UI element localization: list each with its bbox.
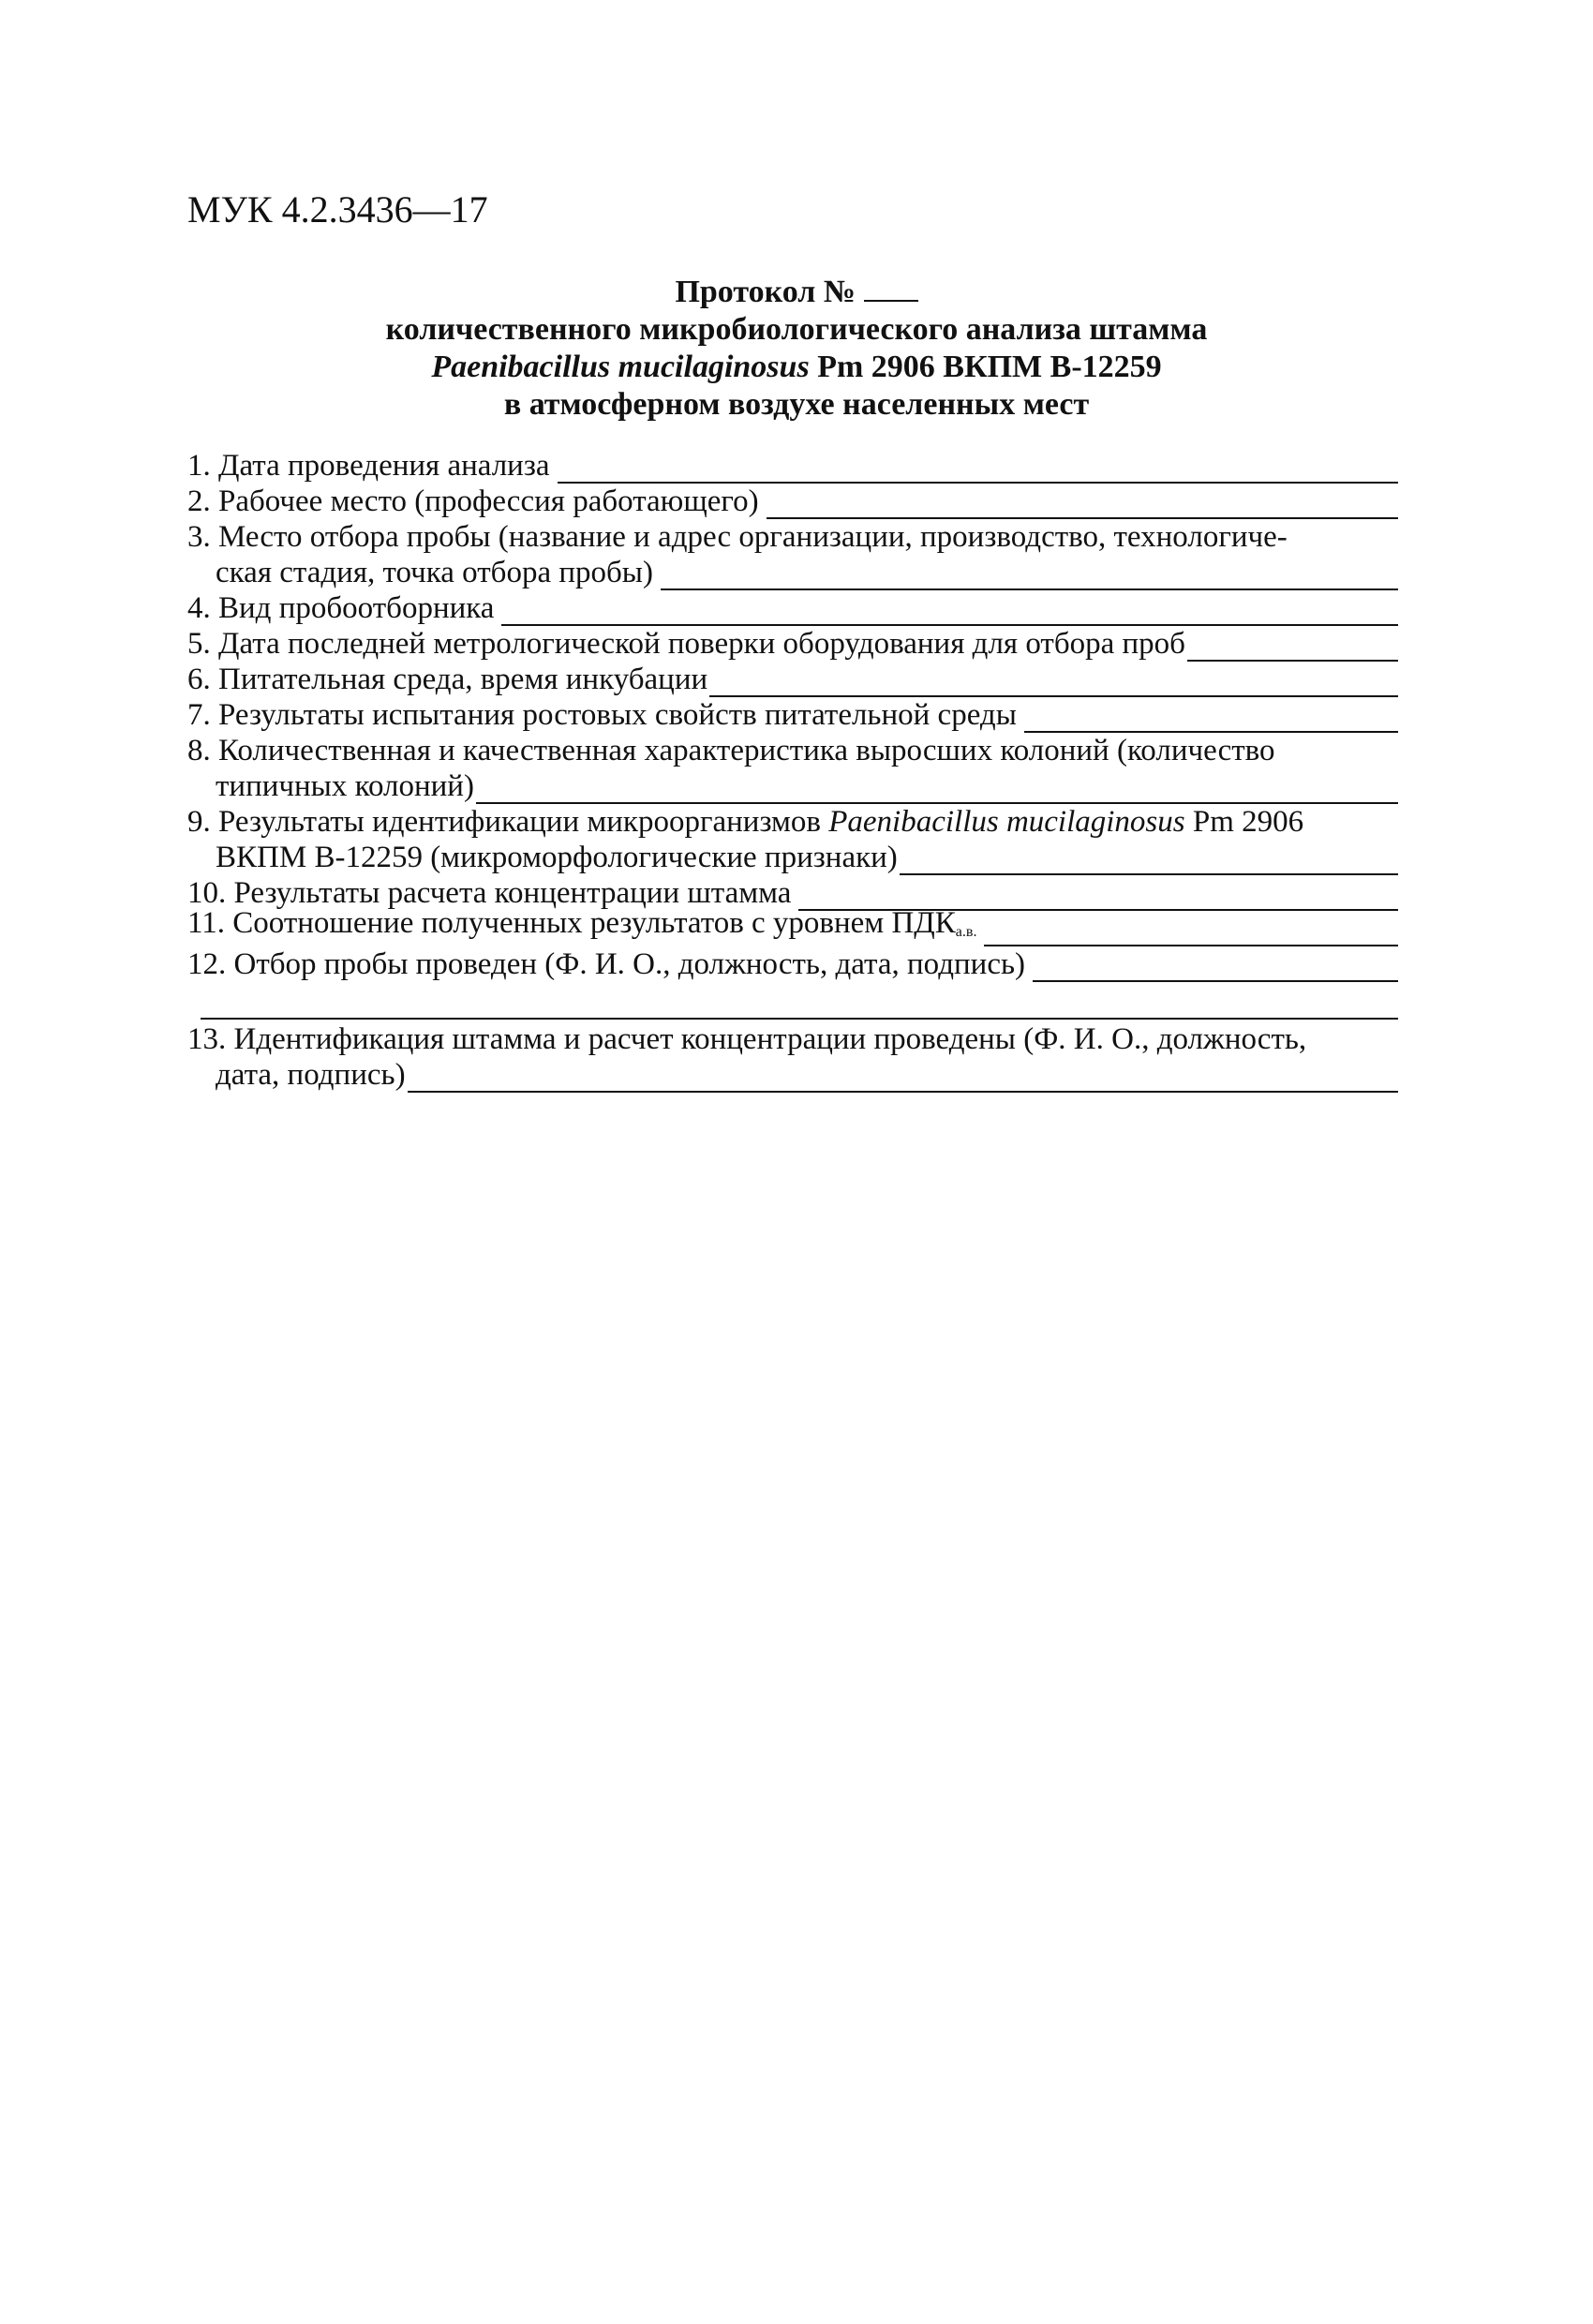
- item-8-line-1: [187, 733, 1398, 768]
- item-9-label-post: Pm 2906: [1184, 805, 1304, 839]
- item-7: [187, 697, 1398, 733]
- strain-code: Pm 2906 ВКПМ В-12259: [809, 350, 1162, 384]
- protocol-title: [187, 274, 1406, 424]
- item-11-subscript: а.в.: [955, 924, 977, 940]
- item-13-label-a: 13. Идентификация штамма и расчет концентрации проведены (Ф. И. О., должность,: [187, 1022, 1307, 1056]
- item-13-line-2: [187, 1057, 1398, 1093]
- title-line-1: [187, 274, 1406, 311]
- item-3-line-1: [187, 519, 1398, 555]
- item-4-field[interactable]: [501, 598, 1398, 626]
- item-1: [187, 448, 1398, 484]
- item-4: [187, 590, 1398, 626]
- protocol-items: [187, 448, 1398, 1093]
- item-4-label: 4. Вид пробоотборника: [187, 591, 495, 625]
- item-5: [187, 626, 1398, 662]
- document-code: МУК 4.2.3436—17: [187, 188, 488, 231]
- item-8-field[interactable]: [476, 776, 1398, 804]
- item-3-line-2: [187, 555, 1398, 590]
- strain-name: Paenibacillus mucilaginosus: [431, 350, 810, 384]
- title-line-3: [187, 349, 1406, 386]
- item-6-field[interactable]: [709, 669, 1398, 697]
- item-13-line-1: [187, 1021, 1398, 1057]
- item-9-label-pre: 9. Результаты идентификации микроорганизмов: [187, 805, 829, 839]
- title-line-2: количественного микробиологического анализа штамма: [385, 312, 1208, 347]
- item-3-field[interactable]: [661, 562, 1398, 590]
- item-9-line-2: [187, 840, 1398, 875]
- item-5-field[interactable]: [1187, 633, 1398, 662]
- item-1-field[interactable]: [558, 455, 1398, 484]
- protocol-number-blank[interactable]: [864, 276, 918, 302]
- item-12-extra-line[interactable]: [201, 982, 1398, 1020]
- item-8-line-2: [187, 768, 1398, 804]
- item-9-strain-name: Paenibacillus mucilaginosus: [828, 805, 1185, 839]
- item-9-field[interactable]: [900, 847, 1398, 875]
- item-12-label: 12. Отбор пробы проведен (Ф. И. О., должность, дата, подпись): [187, 947, 1026, 981]
- item-7-label: 7. Результаты испытания ростовых свойств питательной среды: [187, 698, 1017, 732]
- title-line-4: в атмосферном воздухе населенных мест: [503, 387, 1090, 422]
- item-6-label: 6. Питательная среда, время инкубации: [187, 663, 708, 696]
- item-12: [187, 946, 1398, 982]
- item-5-label: 5. Дата последней метрологической поверки оборудования для отбора проб: [187, 627, 1185, 661]
- item-11-label-text: 11. Соотношение полученных результатов с уровнем ПДК: [187, 906, 956, 940]
- item-2-field[interactable]: [767, 491, 1398, 519]
- item-13-label-b: дата, подпись): [216, 1058, 406, 1092]
- item-1-label: 1. Дата проведения анализа: [187, 449, 550, 483]
- item-13-field[interactable]: [408, 1065, 1398, 1093]
- item-8-label-b: типичных колоний): [216, 769, 474, 803]
- item-6: [187, 662, 1398, 697]
- item-7-field[interactable]: [1024, 705, 1398, 733]
- item-3-label-b: ская стадия, точка отбора пробы): [216, 556, 653, 589]
- item-9-label-b: ВКПМ В-12259 (микроморфологические признаки): [216, 841, 898, 874]
- item-3-label-a: 3. Место отбора пробы (название и адрес организации, производство, технологиче-: [187, 520, 1288, 554]
- protocol-number-label: Протокол №: [675, 275, 856, 309]
- item-12-field[interactable]: [1033, 954, 1398, 982]
- item-11: [187, 906, 1398, 946]
- item-8-label-a: 8. Количественная и качественная характеристика выросших колоний (количество: [187, 734, 1275, 767]
- item-10-label: 10. Результаты расчета концентрации штамма: [187, 876, 792, 910]
- item-11-label: [187, 905, 976, 946]
- item-9-line-1: [187, 804, 1398, 840]
- item-9-label-a: [187, 804, 1303, 840]
- item-2: [187, 484, 1398, 519]
- item-11-field[interactable]: [984, 918, 1398, 946]
- item-2-label: 2. Рабочее место (профессия работающего): [187, 484, 759, 518]
